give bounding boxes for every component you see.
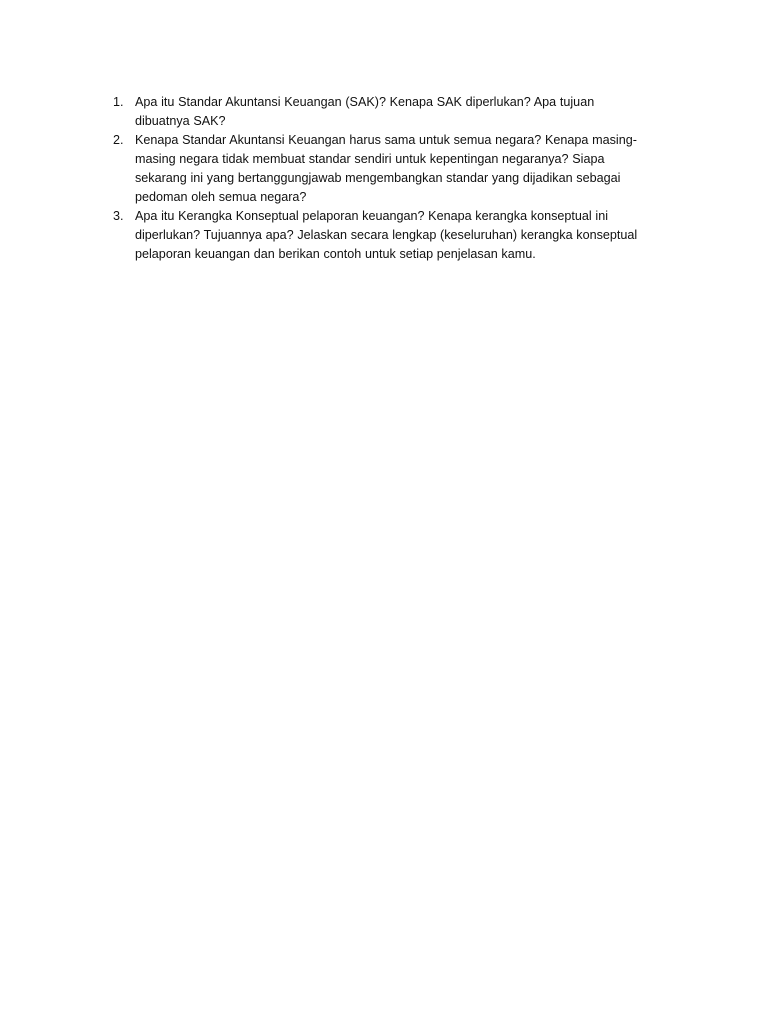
- question-line: Apa itu Standar Akuntansi Keuangan (SAK)? Kenapa SAK diperlukan? Apa tujuan: [135, 95, 595, 109]
- question-line: Kenapa Standar Akuntansi Keuangan harus sama untuk semua negara? Kenapa masing-: [135, 133, 637, 147]
- question-number: 3.: [113, 209, 124, 223]
- question-line: dibuatnya SAK?: [135, 114, 226, 128]
- question-item-3: [108, 207, 678, 264]
- question-line: diperlukan? Tujuannya apa? Jelaskan secara lengkap (keseluruhan) kerangka konseptual: [135, 228, 638, 242]
- question-line: sekarang ini yang bertanggungjawab mengembangkan standar yang dijadikan sebagai: [135, 171, 621, 185]
- question-text: [135, 131, 678, 207]
- question-item-2: [108, 131, 678, 207]
- question-line: masing negara tidak membuat standar sendiri untuk kepentingan negaranya? Siapa: [135, 152, 605, 166]
- question-item-1: [108, 93, 678, 131]
- question-text: [135, 207, 678, 264]
- question-list: [108, 93, 678, 264]
- question-line: Apa itu Kerangka Konseptual pelaporan keuangan? Kenapa kerangka konseptual ini: [135, 209, 609, 223]
- question-line: pelaporan keuangan dan berikan contoh untuk setiap penjelasan kamu.: [135, 247, 536, 261]
- question-text: [135, 93, 678, 131]
- question-number: 1.: [113, 95, 124, 109]
- question-number: 2.: [113, 133, 124, 147]
- question-line: pedoman oleh semua negara?: [135, 190, 307, 204]
